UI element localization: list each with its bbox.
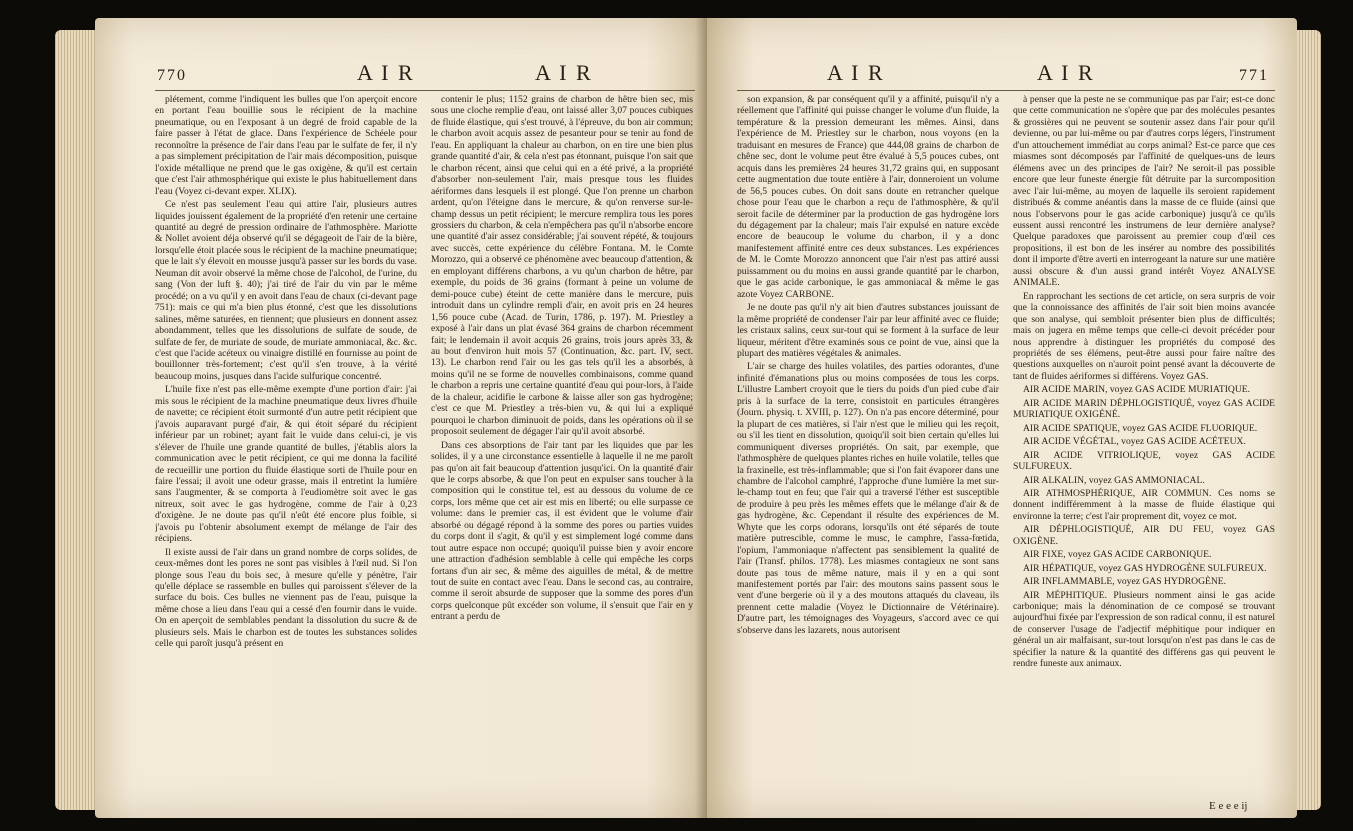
entry: AIR FIXE, voyez GAS ACIDE CARBONIQUE. [1023, 549, 1212, 561]
paragraph: plétement, comme l'indiquent les bulles que l'on aperçoit encore en portant l'eau bouillie sous le récipient de la machine pneumatique, ou en l'exposant à un degré de froid capable de la faire passer à l'état de glace. Dans l'expérience de Schéele pour reconnoître la présence de l'air dans l'eau par le sulfate de fer, il n'y a pas simplement précipitation de l'air mais décomposition, puisque l'oxide métallique ne prend que le gas oxigène, & qu'il est certain que c'est l'air athmosphérique qui existe le plus habituellement dans l'eau (Voyez ci-devant exper. XLIX). [155, 94, 417, 197]
left-page [95, 18, 707, 818]
left-page-edges [55, 30, 95, 810]
paragraph: contenir le plus; 1152 grains de charbon de hêtre bien sec, mis sous une cloche remplie d'eau, ont laissé aller 3,07 pouces cubiques de fluide élastique, qui s'est trouvé, à l'épreuve, du bon air commun; le charbon avoit acquis assez de pesanteur pour se tenir au fond de l'eau. En appliquant la chaleur au charbon, on en tire une bien plus grande quantité d'air, & cela n'est pas étonnant, puisque l'on sait que le charbon récent, ainsi que celui qui en a été privé, a la propriété d'absorber non-seulement l'air, mais presque tous les fluides aériformes dans lesquels il est plongé. Que l'on prenne un charbon ardent, qu'on l'éteigne dans le mercure, & qu'on renverse sur-le-champ dessus un petit récipient; le mercure remplira tous les pores grossiers du charbon, & cela n'empêchera pas qu'il n'absorbe encore une quantité d'air assez considérable; j'ai souvent répété, & toujours avec succès, cette expérience du célèbre Fontana. M. le Comte Morozzo, qui a observé ce phénomène avec beaucoup d'attention, & en employant différens charbons, a vu qu'un charbon de hêtre, par exemple, du poids de 36 grains (formant à peine un volume de demi-pouce cube) éteint de cette manière dans le mercure, puis introduit dans un cylindre rempli d'air, en avoit pris en 24 heures 1,56 pouce cube (Acad. de Turin, 1786, p. 197). M. Priestley a exposé à l'air dans un plat évasé 364 grains de charbon récemment fait; le lendemain il avoit acquis 26 grains, trois jours après 33, & au bout d'environ huit mois 57 (Continuation, &c. part. IV, sect. 13). Le charbon rend l'air ou les gas tels qu'il les a absorbés, à moins qu'il ne se forme de nouvelles combinaisons, comme quand le charbon a repris une certaine quantité d'eau qui pour-lors, à l'aide de la chaleur, acidifie le carbone & laisse aller son gas hydrogène; c'est ce que M. Priestley a très-bien vu, & qui lui a expliqué pourquoi le charbon diminuoit de poids, dans les opérations où il se proposoit seulement de dégager l'air qu'il avoit absorbé. [431, 94, 693, 438]
entry: AIR ATHMOSPHÉRIQUE, AIR COMMUN. Ces noms se donnent indifféremment à la masse de fluide élastique qui environne la terre; c'est l'air proprement dit, voyez ce mot. [1013, 487, 1275, 522]
paragraph: Il existe aussi de l'air dans un grand nombre de corps solides, de ceux-mêmes dont les pores ne sont pas visibles à l'œil nud. Si l'on plonge sous l'eau du bois sec, à mesure qu'elle y pénètre, l'air qu'elle déplace se rassemble en bulles qui paroissent s'élever de la surface du bois. Ces bulles ne viennent pas de l'eau, puisque la même chose a lieu dans l'eau qui a cessé d'en fournir dans le vuide. On en aperçoit de semblables pendant la dissolution du sucre & de plusieurs sels. Mais le charbon est de toutes les substances solides celle qui paroît jusqu'à présent en [155, 546, 417, 650]
right-column-1 [737, 94, 999, 794]
entry: AIR INFLAMMABLE, voyez GAS HYDROGÈNE. [1023, 576, 1227, 588]
right-page-edges [1293, 30, 1321, 810]
left-column-2 [431, 94, 693, 794]
right-page [707, 18, 1297, 818]
left-running-head-2: A I R [535, 60, 593, 85]
paragraph: son expansion, & par conséquent qu'il y a affinité, puisqu'il n'y a réellement que l'affinité qui puisse changer le volume d'un fluide, la température & la pression demeurant les mêmes. Ainsi, dans l'expérience de M. Priestley sur le charbon, nous voyons (en la traduisant en mesures de France) que 444,08 grains de charbon de chêne sec, dont le volume peut être évalué à 5,5 pouces cubes, ont acquis dans les premières 24 heures 31,72 grains qui, en supposant cette augmentation due toute entière à l'air, donneroient un volume de 56,5 pouces cubes. On doit sans doute en retrancher quelque chose pour l'eau que le charbon a reçu de l'athmosphère, & qu'il seroit facile de déterminer par la production de gas hydrogène lors du dégagement par la chaleur; mais l'air expulsé en nature excède encore de beaucoup le volume du charbon, il y a donc manifestement affinité entre ces deux substances. Les expériences de M. le Comte Morozzo annoncent que l'air n'est pas attiré aussi puissamment ou du moins en aussi grande quantité par le charbon, que le gas acide carbonique, le gas ammoniacal & même le gas azote Voyez CARBONE. [737, 94, 999, 300]
signature-mark: E e e e ij [1209, 800, 1248, 812]
entry: AIR ACIDE VITRIOLIQUE, voyez GAS ACIDE SULFUREUX. [1013, 449, 1275, 473]
entry: AIR ALKALIN, voyez GAS AMMONIACAL. [1023, 474, 1205, 486]
paragraph: L'air se charge des huiles volatiles, des parties odorantes, d'une infinité d'émanations plus ou moins composées de tous les corps. L'illustre Lambert croyoit que le tiers du poids d'un pied cube d'air pris à la surface de la terre, consistoit en particules étrangères (Journ. physiq. t. XVIII, p. 127). On n'a pas encore déterminé, pour la plupart de ces matières, si l'air n'est que le milieu qui les reçoit, ou s'il les tient en dissolution, quoiqu'il soit bien certain qu'elles lui communiquent diverses propriétés. On sait, par exemple, que l'athmosphère de quelques plantes riches en huile volatile, telles que la fraxinelle, est très-inflammable; que si l'on fait évaporer dans une chambre de l'alcohol camphré, l'approche d'une lumière la met sur-le-champ tout en feu; que l'air qui a traversé l'éther est susceptible de produire à peu près les mêmes effets que le mélange d'air & de gas hydrogène, &c. Cependant il résulte des expériences de M. Whyte que les corps odorans, lorsqu'ils ont été séparés de toute matière putrescible, comme le musc, le camphre, l'assa-fœtida, l'opium, l'ammoniaque n'affectent pas sensiblement la qualité de l'air (Transf. philos. 1778). Les miasmes contagieux ne sont sans doute pas tous de même nature, mais il y en a qui sont manifestement portés par l'air: des moutons sains passent sous le vent d'une bergerie où il y a des moutons attaqués du claveau, ils prennent cette maladie (Voyez le Dictionnaire de Vétérinaire). D'autre part, les témoignages des Voyageurs, s'accord avec ce qui s'observe dans les lazarets, nous autorisent [737, 361, 999, 636]
left-header-rule [155, 90, 695, 91]
paragraph: L'huile fixe n'est pas elle-même exempte d'une portion d'air: j'ai mis sous le récipient de la machine pneumatique deux livres d'huile de navette; ce récipient étoit surmonté d'un autre petit récipient que j'avois auparavant purgé d'air, & qui étoit séparé du récipient inférieur par un robinet; ayant fait le vuide dans celui-ci, je vis s'élever de l'huile une grande quantité de bulles, j'établis alors la communication avec le petit récipient, ce qui me donna la facilité de recueillir une portion du fluide élastique sorti de l'huile pour en faire l'essai; il avoit une odeur grasse, mais il entretint la lumière sans l'augmenter, & se comporta à l'eudiomètre soit avec le gas nitreux, soit avec le gas hydrogène, comme de l'air à 0,23 d'oxigène. Je ne doute pas qu'il n'eût été encore plus foible, si j'avois pu l'obtenir absolument exempt de mélange de l'air des récipiens. [155, 384, 417, 545]
left-page-number: 770 [157, 67, 187, 84]
right-running-head: A I R [1037, 60, 1095, 85]
entry: AIR ACIDE SPATIQUE, voyez GAS ACIDE FLUORIQUE. [1023, 422, 1258, 434]
paragraph: Dans ces absorptions de l'air tant par les liquides que par les solides, il y a une circonstance essentielle à laquelle il ne me paroît pas qu'on ait fait beaucoup d'attention jusqu'ici. On la quantité d'air que le corps absorbe, & que l'on peut en expulser sans toucher à la composition qui le constitue tel, est au dessous du volume de ce corps, lors même que cet air est mis en liberté; ou elle surpasse ce volume: dans le premier cas, il est évident que le volume d'air absorbé ou dégagé répond à la somme des pores ou parties vuides du corps dont il s'agit, & qu'il y est simplement logé comme dans tout autre espace non occupé; quoiqu'il puisse bien y avoir encore une attraction d'adhésion semblable à celle qui empêche les corps fortans d'un air sec, & même des aiguilles de métal, & de mettre tout de suite en contact avec l'eau. Dans le second cas, au contraire, comme il seroit absurde de supposer que la somme des pores d'un corps quelconque pût excéder son volume, il s'ensuit que l'air en y entrant a perdu de [431, 439, 693, 623]
entry: AIR DÉPHLOGISTIQUÉ, AIR DU FEU, voyez GAS OXIGÈNE. [1013, 524, 1275, 547]
right-page-number: 771 [1239, 67, 1269, 84]
paragraph: Je ne doute pas qu'il n'y ait bien d'autres substances jouissant de la même propriété de condenser l'air par leur affinité avec ce fluide; les cristaux salins, ceux sur-tout qui se forment à la surface de leur liqueur, méritent d'être examinés sous ce point de vue, ainsi que la plupart des matières végétales & animales. [737, 302, 999, 359]
paragraph: Ce n'est pas seulement l'eau qui attire l'air, plusieurs autres liquides jouissent également de la propriété d'en retenir une certaine quantité au degré de pression ordinaire de l'athmosphère. Mariotte & Nollet avoient déja observé qu'il se dégageoit de l'air de la bière, lorsqu'elle étoit placée sous le récipient de la machine pneumatique; que le lait s'y élevoit en mousse jusqu'à passer sur les bords du vase. Neuman dit avoir observé la même chose de l'alcohol, de l'urine, du sang (Von der luft §. 40); j'ai tiré de l'air du vin par le même procédé; on a vu qu'il y en avoit dans l'eau de chaux (ci-devant page 751): mais ce qui m'a bien plus étonné, c'est que les dissolutions salines, même saturées, en tiennent; que plusieurs en donnent assez abondamment, telles que les dissolutions de sulfate de soude, de sulfate de fer, de muriate de soude, de muriate ammoniacal, &c. &c. c'est que l'acide acéteux ou vinaigre distillé en fournisse au point de bouillonner très-fortement; c'est qu'il s'en trouve, à la vérité beaucoup moins, jusques dans l'acide sulfurique concentré. [155, 199, 417, 382]
entry: AIR ACIDE MARIN DÉPHLOGISTIQUÉ, voyez GAS ACIDE MURIATIQUE OXIGÉNÉ. [1013, 397, 1275, 421]
paragraph: En rapprochant les sections de cet article, on sera surpris de voir que la connoissance des affinités de l'air soit bien moins avancée que son analyse, qui sembloit présenter bien plus de difficultés; mais on jugera en même temps que celle-ci devoit précéder pour nous apprendre à distinguer les propriétés du composé des propriétés de ses élémens, peut-être aussi pour faire naître des questions auxquelles on n'auroit point pensé avant la découverte de tant de fluides aériformes si différens. Voyez GAS. [1013, 290, 1275, 382]
open-book [55, 8, 1325, 826]
left-column-1 [155, 94, 417, 794]
right-column-2 [1013, 94, 1275, 794]
entry: AIR ACIDE VÉGÉTAL, voyez GAS ACIDE ACÉTEUX. [1023, 436, 1246, 448]
left-running-head: A I R [357, 60, 415, 85]
entry: AIR ACIDE MARIN, voyez GAS ACIDE MURIATIQUE. [1023, 384, 1251, 396]
entry: AIR HÉPATIQUE, voyez GAS HYDROGÈNE SULFUREUX. [1023, 562, 1267, 574]
right-running-head-1: A I R [827, 60, 885, 85]
paragraph: à penser que la peste ne se communique pas par l'air; est-ce donc que cette communication ne s'opère que par des molécules pesantes & grossières qui ne peuvent se soutenir assez dans l'air pour qu'il devienne, ou par lui-même ou par d'autres corps légers, l'instrument d'un attouchement immédiat au corps animal? Est-ce parce que ces miasmes sont décomposés par l'affinité de quelques-uns de leurs élémens avec un des principes de l'air? Ne seroit-il pas possible encore que leur funeste énergie fût détruite par la surcomposition avec l'air lui-même, au moyen de laquelle ils seroient rapidement distribués & comme anéantis dans la masse de ce fluide (ainsi que nous l'observons pour le gas acide carbonique) jusqu'à ce qu'ils eussent aussi rencontré les instrumens de leur dernière analyse? Quelque paradoxes que paroissent au premier coup d'œil ces propositions, il est bon de les insérer au nombre des possibilités dont il importe d'être averti en interrogeant la nature sur une matière aussi obscure & d'un aussi grand intérêt Voyez ANALYSE ANIMALE. [1013, 94, 1275, 289]
entry: AIR MÉPHITIQUE. Plusieurs nomment ainsi le gas acide carbonique; mais la dénomination de ce composé se trouvant aujourd'hui fixée par l'expression de son radical connu, il est naturel de conserver l'usage de l'adjectif méphitique pour indiquer en général un air malfaisant, sur-tout lorsqu'on n'est pas dans le cas de spécifier la nature & la quantité des différens gas qui peuvent le rendre funeste aux animaux. [1013, 589, 1275, 670]
right-header-rule [737, 90, 1275, 91]
